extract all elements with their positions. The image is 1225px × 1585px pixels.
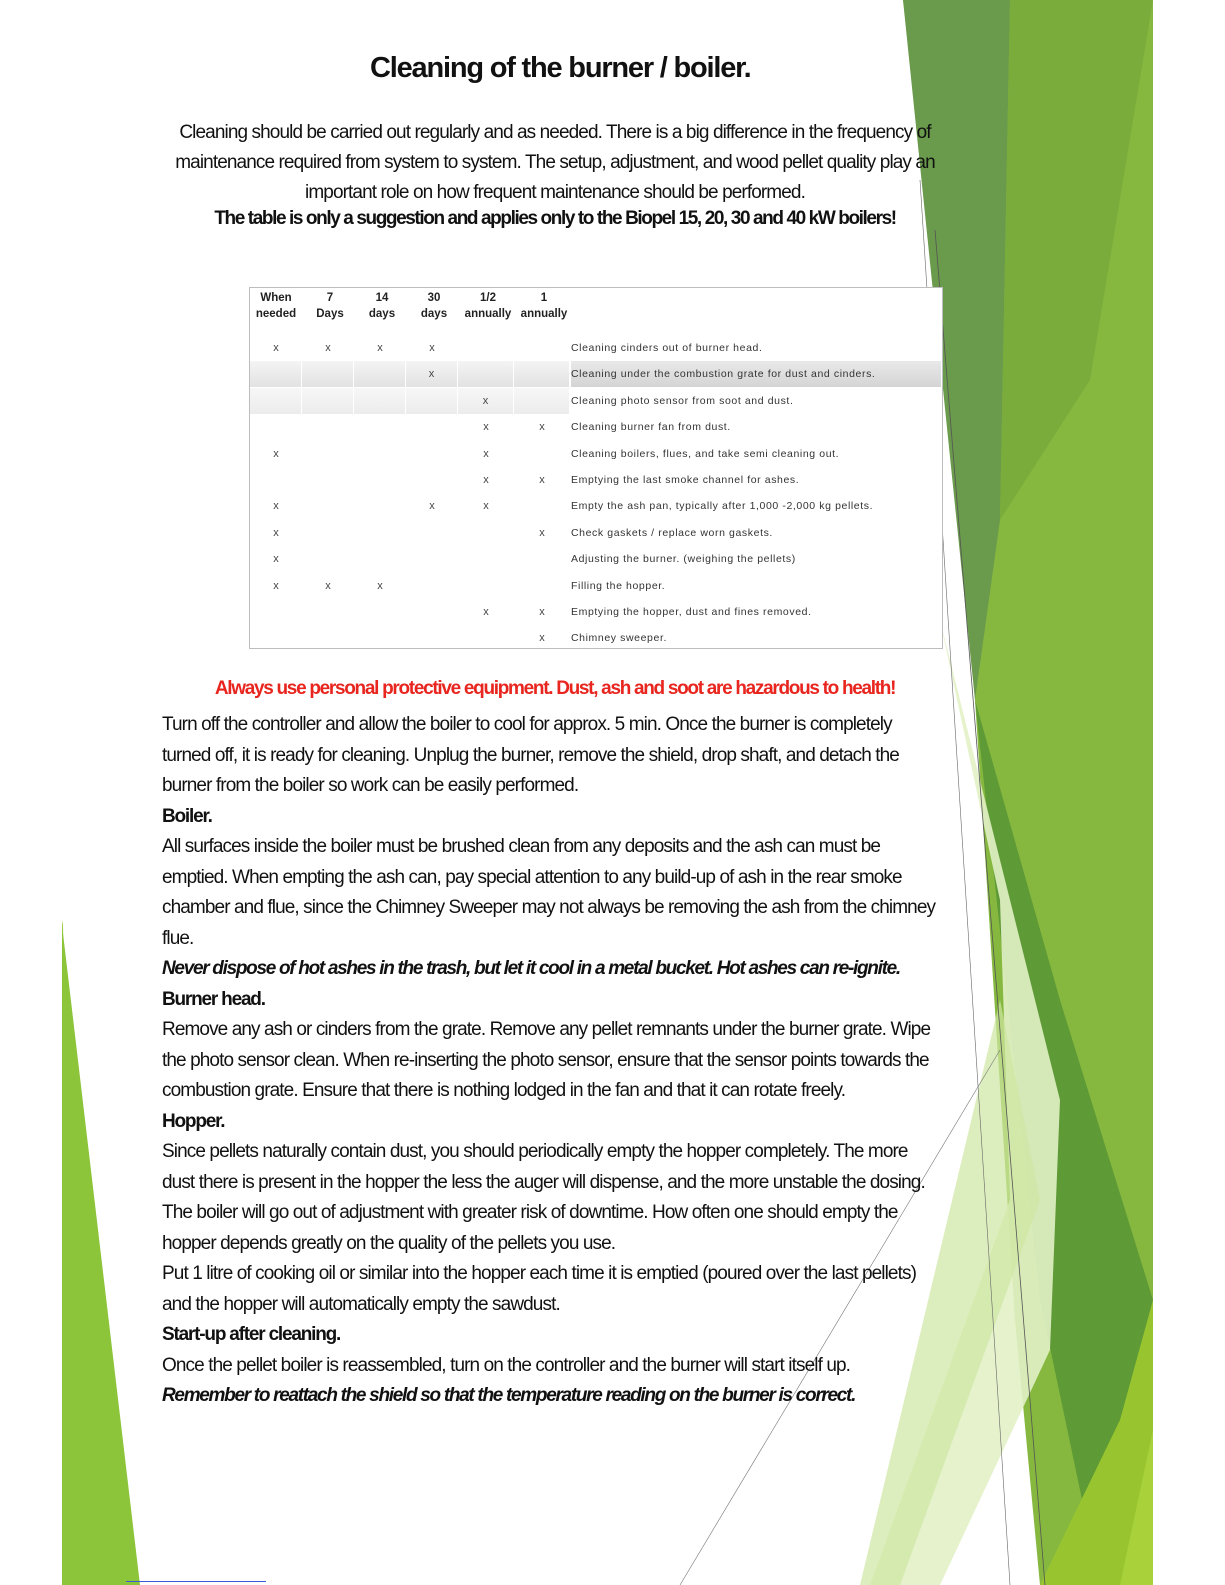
maintenance-table [249, 287, 943, 649]
task-description: Chimney sweeper. [571, 632, 667, 645]
table-cell [354, 599, 406, 625]
table-cell [406, 599, 458, 625]
table-cell: x [539, 606, 545, 618]
table-cell [354, 625, 406, 651]
task-description: Cleaning under the combustion grate for dust and cinders. [571, 361, 941, 387]
table-cell: x [325, 579, 331, 592]
table-cell [250, 388, 302, 414]
table-cell [458, 546, 514, 572]
table-row [250, 441, 942, 467]
emphasis-note: Remember to reattach the shield so that the temperature reading on the burner is correct. [162, 1385, 856, 1406]
table-row [250, 546, 942, 572]
table-cell [406, 414, 458, 440]
table-cell: x [406, 361, 458, 387]
table-cell [458, 361, 514, 387]
table-cell: x [539, 421, 545, 434]
table-cell [250, 414, 302, 440]
task-description: Cleaning boilers, flues, and take semi cleaning out. [571, 447, 840, 460]
table-cell [458, 335, 514, 361]
task-description: Check gaskets / replace worn gaskets. [571, 526, 773, 539]
task-description: Cleaning photo sensor from soot and dust. [571, 394, 794, 407]
table-cell [302, 467, 354, 493]
table-row [250, 361, 942, 387]
intro-paragraph: Cleaning should be carried out regularly and as needed. There is a big difference in the frequency of maintenance required from system to system. The setup, adjustment, and wood pellet quality play an important role on how frequent maintenance should be performed. [175, 122, 935, 203]
table-row [250, 573, 942, 599]
safety-warning: Always use personal protective equipment. Dust, ash and soot are hazardous to health! [214, 678, 896, 699]
emphasis-note: Never dispose of hot ashes in the trash, but let it cool in a metal bucket. Hot ashes can re-ignite. [162, 958, 900, 979]
table-cell: x [539, 474, 545, 486]
table-cell [354, 414, 406, 440]
table-cell [406, 546, 458, 572]
table-cell: x [325, 342, 331, 354]
table-cell [354, 441, 406, 467]
table-cell [514, 573, 570, 599]
table-row [250, 493, 942, 519]
section-heading: Hopper. [162, 1110, 225, 1132]
table-cell: x [273, 342, 279, 354]
table-cell [354, 493, 406, 519]
table-cell [354, 467, 406, 493]
table-cell [302, 546, 354, 572]
table-cell: x [483, 606, 489, 618]
table-cell: x [429, 500, 435, 513]
table-cell [250, 361, 302, 387]
table-cell: x [458, 388, 514, 414]
table-cell [514, 493, 570, 519]
paragraph: Put 1 litre of cooking oil or similar into the hopper each time it is emptied (poured over the last pellets) and the hopper will automatically empty the sawdust. [162, 1263, 916, 1315]
table-cell [302, 388, 354, 414]
paragraph: Since pellets naturally contain dust, you should periodically empty the hopper completely. The more dust there is present in the hopper the less the auger will dispense, and the more unstable the dosing. The boiler will go out of adjustment with greater risk of downtime. How often one should empty the hopper depends greatly on the quality of the pellets you use. [162, 1141, 925, 1254]
task-description: Emptying the last smoke channel for ashes. [571, 474, 800, 486]
table-cell: x [273, 526, 279, 539]
table-row [250, 625, 942, 651]
paragraph: Turn off the controller and allow the boiler to cool for approx. 5 min. Once the burner is completely turned off, it is ready for cleaning. Unplug the burner, remove the shield, drop shaft, and detach the burner from the boiler so work can be easily performed. [162, 714, 899, 796]
table-cell [514, 335, 570, 361]
table-header: 1/2 annually [464, 292, 512, 320]
table-cell [302, 493, 354, 519]
table-row [250, 520, 942, 546]
table-cell: x [483, 500, 489, 513]
table-cell [514, 361, 570, 387]
table-cell: x [483, 474, 489, 486]
table-cell [406, 467, 458, 493]
table-cell: x [483, 421, 489, 434]
table-header: 1 annually [520, 292, 568, 320]
table-cell [302, 361, 354, 387]
table-header: 7 Days [316, 292, 344, 320]
table-cell [302, 414, 354, 440]
table-cell [514, 546, 570, 572]
table-cell [250, 467, 302, 493]
section-heading: Start-up after cleaning. [162, 1324, 341, 1345]
task-description: Empty the ash pan, typically after 1,000 -2,000 kg pellets. [571, 500, 874, 513]
body-text [162, 710, 942, 1412]
table-cell: x [273, 553, 279, 566]
paragraph: All surfaces inside the boiler must be brushed clean from any deposits and the ash can must be emptied. When empting the ash can, pay special attention to any build-up of ash in the rear smoke chamber and flue, since the Chimney Sweeper may not always be removing the ash from the chimney flue. [162, 836, 936, 949]
table-row [250, 467, 942, 493]
table-cell: x [273, 500, 279, 513]
paragraph: Once the pellet boiler is reassembled, turn on the controller and the burner will start itself up. [162, 1354, 851, 1376]
table-cell [406, 441, 458, 467]
table-cell [354, 546, 406, 572]
section-heading: Boiler. [162, 805, 212, 827]
table-cell: x [377, 579, 383, 592]
table-cell [406, 520, 458, 546]
table-row [250, 599, 942, 625]
table-cell [514, 441, 570, 467]
table-cell [458, 625, 514, 651]
task-description: Cleaning cinders out of burner head. [571, 342, 763, 354]
table-cell [458, 520, 514, 546]
link-underline [126, 1581, 266, 1582]
table-cell [354, 388, 406, 414]
table-row [250, 335, 942, 361]
table-cell [406, 625, 458, 651]
table-cell [250, 625, 302, 651]
table-cell: x [429, 342, 435, 354]
table-cell: x [273, 579, 279, 592]
table-cell [302, 599, 354, 625]
paragraph: Remove any ash or cinders from the grate. Remove any pellet remnants under the burner grate. Wipe the photo sensor clean. When re-inserting the photo sensor, ensure that the sensor points towards the combustion grate. Ensure that there is nothing lodged in the fan and that it can rotate freely. [162, 1019, 931, 1101]
task-description: Emptying the hopper, dust and fines removed. [571, 606, 812, 618]
table-cell [250, 599, 302, 625]
table-cell: x [483, 447, 489, 460]
table-cell [302, 520, 354, 546]
table-header: 14 days [368, 292, 396, 320]
table-row [250, 388, 942, 414]
table-header: 30 days [420, 292, 448, 320]
table-cell [354, 361, 406, 387]
table-cell [514, 388, 570, 414]
table-cell [302, 441, 354, 467]
table-row [250, 414, 942, 440]
table-cell: x [539, 526, 545, 539]
page-title: Cleaning of the burner / boiler. [370, 52, 751, 84]
table-cell [406, 388, 458, 414]
table-cell: x [377, 342, 383, 354]
table-cell [458, 573, 514, 599]
table-cell [406, 573, 458, 599]
task-description: Filling the hopper. [571, 579, 666, 592]
table-cell: x [273, 447, 279, 460]
task-description: Cleaning burner fan from dust. [571, 421, 731, 434]
task-description: Adjusting the burner. (weighing the pellets) [571, 553, 796, 566]
table-cell: x [539, 632, 545, 645]
table-cell [354, 520, 406, 546]
intro-note: The table is only a suggestion and applies only to the Biopel 15, 20, 30 and 40 kW boilers! [214, 208, 896, 229]
table-header: When needed [255, 292, 297, 320]
table-cell [302, 625, 354, 651]
section-heading: Burner head. [162, 988, 265, 1010]
